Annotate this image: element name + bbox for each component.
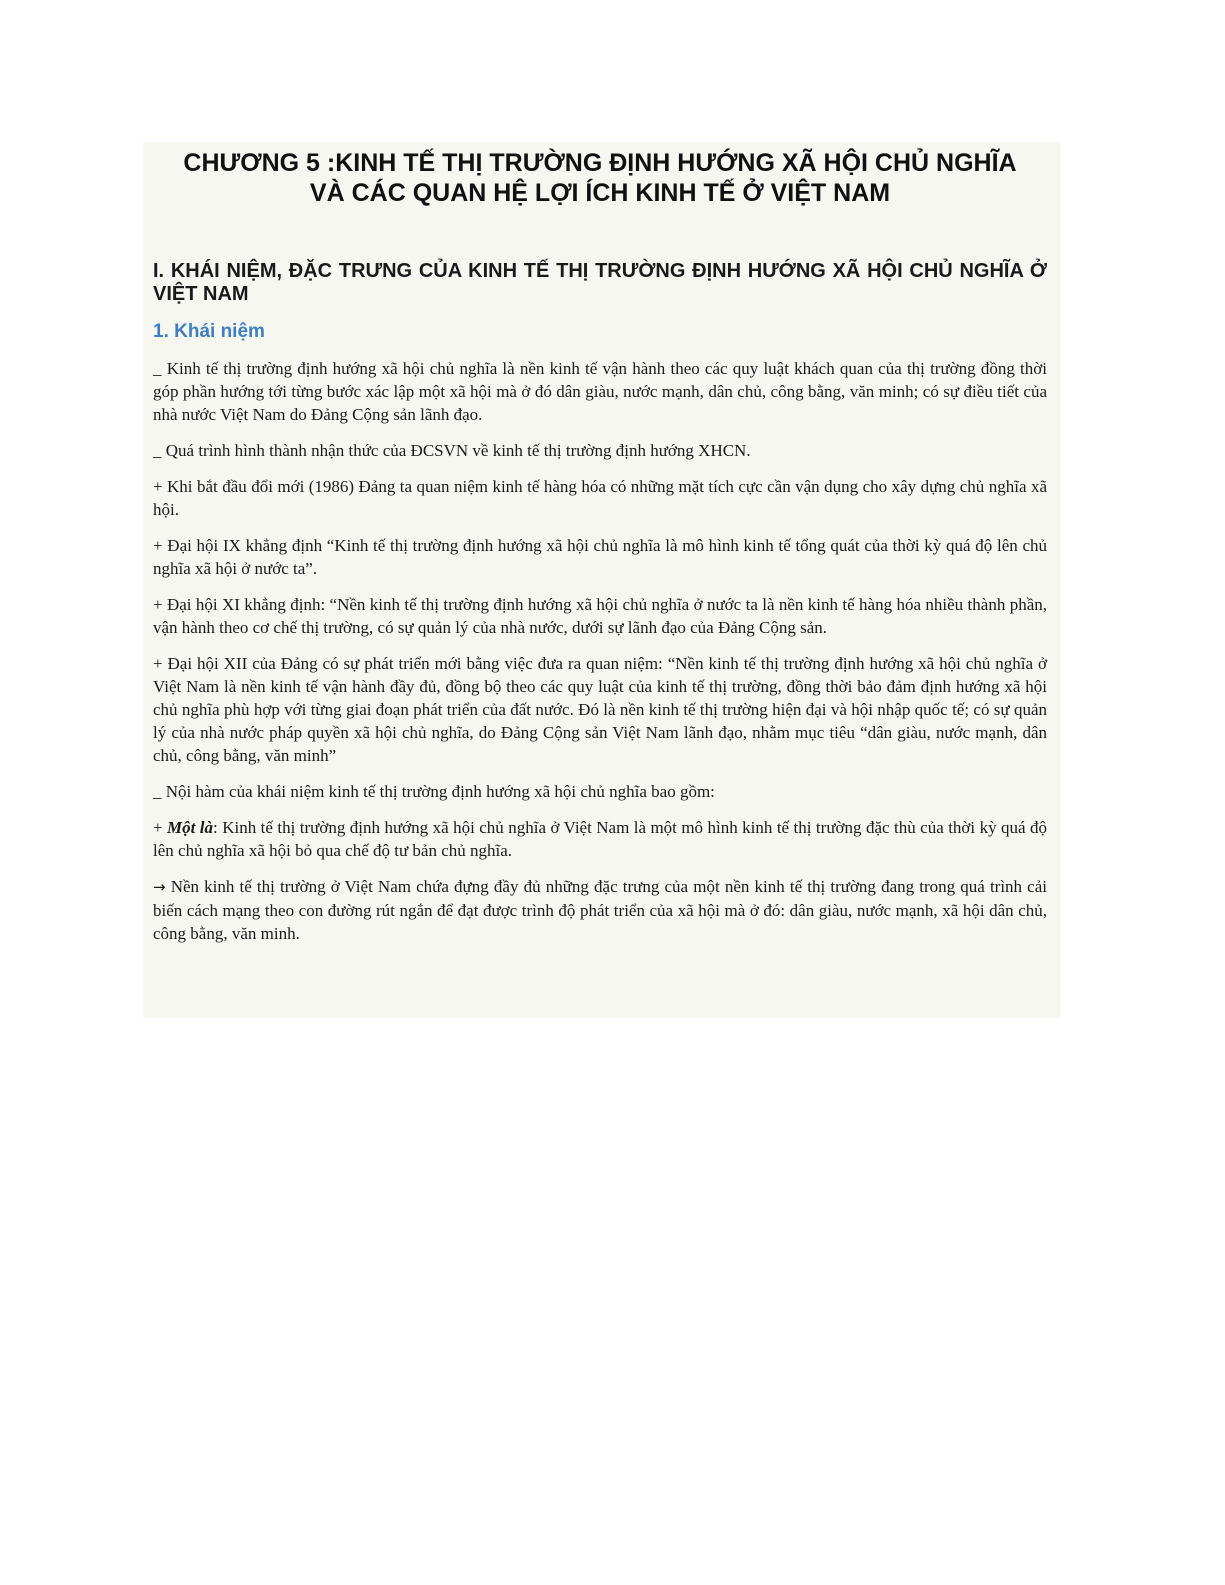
paragraph-dai-hoi-xii: + Đại hội XII của Đảng có sự phát triển mới bằng việc đưa ra quan niệm: “Nền kinh tế thị trường định hướng xã hội chủ nghĩa ở Việt Nam là nền kinh tế vận hành đầy đủ, đồng bộ theo các quy luật của kinh tế thị trường, đồng thời bảo đảm định hướng xã hội chủ nghĩa phù hợp với từng giai đoạn phát triển của đất nước. Đó là nền kinh tế thị trường hiện đại và hội nhập quốc tế; có sự quản lý của nhà nước pháp quyền xã hội chủ nghĩa, do Đảng Cộng sản Việt Nam lãnh đạo, nhằm mục tiêu “dân giàu, nước mạnh, dân chủ, công bằng, văn minh” xyxy=(153,654,1047,765)
paragraph-conclusion xyxy=(153,875,1047,945)
document-content xyxy=(143,142,1061,1018)
paragraph-mot-la xyxy=(153,816,1047,862)
paragraph-noi-ham: _ Nội hàm của khái niệm kinh tế thị trường định hướng xã hội chủ nghĩa bao gồm: xyxy=(153,782,715,801)
paragraph-definition: _ Kinh tế thị trường định hướng xã hội chủ nghĩa là nền kinh tế vận hành theo các quy luật khách quan của thị trường đồng thời góp phần hướng tới từng bước xác lập một xã hội mà ở đó dân giàu, nước mạnh, dân chủ, công bằng, văn minh; có sự điều tiết của nhà nước Việt Nam do Đảng Cộng sản lãnh đạo. xyxy=(153,359,1047,424)
mot-la-prefix: + xyxy=(153,818,168,837)
section-heading: I. KHÁI NIỆM, ĐẶC TRƯNG CỦA KINH TẾ THỊ TRƯỜNG ĐỊNH HƯỚNG XÃ HỘI CHỦ NGHĨA Ở VIỆT NAM xyxy=(153,260,1047,305)
paragraph-dai-hoi-xi: + Đại hội XI khẳng định: “Nền kinh tế thị trường định hướng xã hội chủ nghĩa ở nước ta là nền kinh tế hàng hóa nhiều thành phần, vận hành theo cơ chế thị trường, có sự quản lý của nhà nước, dưới sự lãnh đạo của Đảng Cộng sản. xyxy=(153,595,1047,637)
paragraph-awareness-process: _ Quá trình hình thành nhận thức của ĐCSVN về kinh tế thị trường định hướng XHCN. xyxy=(153,441,751,460)
mot-la-label: Một là xyxy=(167,818,214,837)
conclusion-text: Nền kinh tế thị trường ở Việt Nam chứa đựng đầy đủ những đặc trưng của một nền kinh tế thị trường đang trong quá trình cải biến cách mạng theo con đường rút ngắn để đạt được trình độ phát triển của xã hội mà ở đó: dân giàu, nước mạnh, xã hội dân chủ, công bằng, văn minh. xyxy=(153,877,1047,943)
paragraph-dai-hoi-ix: + Đại hội IX khẳng định “Kinh tế thị trường định hướng xã hội chủ nghĩa là mô hình kinh tế tổng quát của thời kỳ quá độ lên chủ nghĩa xã hội ở nước ta”. xyxy=(153,536,1047,578)
right-arrow-icon: → xyxy=(153,878,166,896)
chapter-title-line2: VÀ CÁC QUAN HỆ LỢI ÍCH KINH TẾ Ở VIỆT NAM xyxy=(309,179,891,207)
chapter-title xyxy=(153,148,1047,208)
subsection-heading: 1. Khái niệm xyxy=(153,321,265,342)
chapter-title-line1: CHƯƠNG 5 :KINH TẾ THỊ TRƯỜNG ĐỊNH HƯỚNG XÃ HỘI CHỦ NGHĨA xyxy=(183,149,1017,177)
mot-la-text: : Kinh tế thị trường định hướng xã hội chủ nghĩa ở Việt Nam là một mô hình kinh tế thị trường đặc thù của thời kỳ quá độ lên chủ nghĩa xã hội bỏ qua chế độ tư bản chủ nghĩa. xyxy=(153,818,1047,860)
paragraph-doi-moi-1986: + Khi bắt đầu đổi mới (1986) Đảng ta quan niệm kinh tế hàng hóa có những mặt tích cực cần vận dụng cho xây dựng chủ nghĩa xã hội. xyxy=(153,477,1047,519)
